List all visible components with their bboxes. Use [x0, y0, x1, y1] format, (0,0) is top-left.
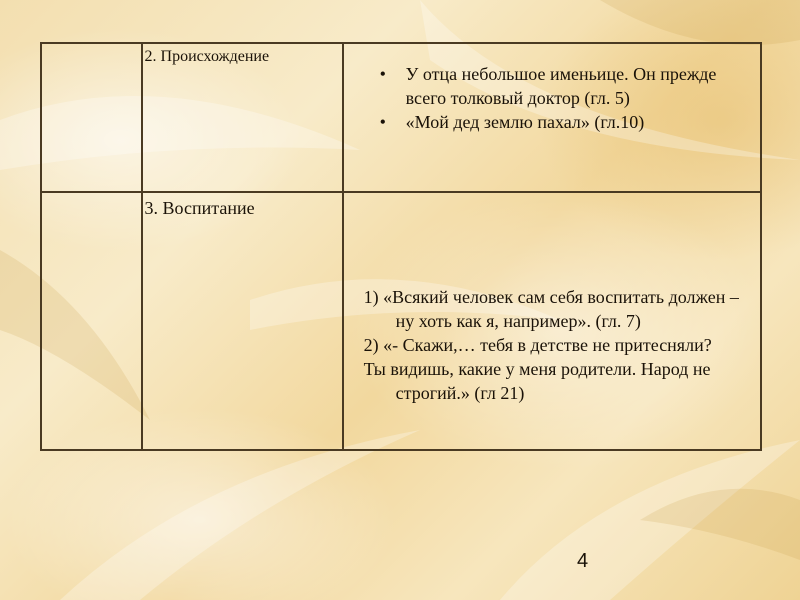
origin-bullet-list	[344, 44, 760, 134]
list-item	[380, 110, 760, 134]
content-table	[40, 42, 762, 451]
origin-label-cell	[142, 43, 343, 192]
table-row	[41, 43, 761, 192]
origin-label: 2. Происхождение	[144, 48, 270, 65]
bullet-icon: •	[379, 112, 386, 132]
list-item	[380, 62, 760, 110]
quote-paragraph: Ты видишь, какие у меня родители. Народ не строгий.» (гл 21)	[363, 359, 711, 404]
quote-paragraph: 2) «- Скажи,… тебя в детстве не притесняли?	[363, 335, 712, 356]
upbringing-label: 3. Воспитание	[144, 198, 255, 219]
origin-bullet-text: У отца небольшое именьице. Он прежде всего толковый доктор (гл. 5)	[405, 64, 717, 108]
slide-number: 4	[577, 550, 589, 572]
quote-paragraph: 1) «Всякий человек сам себя воспитать должен – ну хоть как я, например». (гл. 7)	[363, 287, 739, 332]
empty-cell	[41, 43, 142, 192]
origin-bullet-text: «Мой дед землю пахал» (гл.10)	[405, 112, 645, 132]
table-row	[41, 192, 761, 450]
upbringing-quotes	[344, 193, 760, 405]
origin-content-cell	[343, 43, 761, 192]
upbringing-content-cell	[343, 192, 761, 450]
bullet-icon: •	[379, 64, 386, 84]
upbringing-label-cell	[142, 192, 343, 450]
empty-cell	[41, 192, 142, 450]
